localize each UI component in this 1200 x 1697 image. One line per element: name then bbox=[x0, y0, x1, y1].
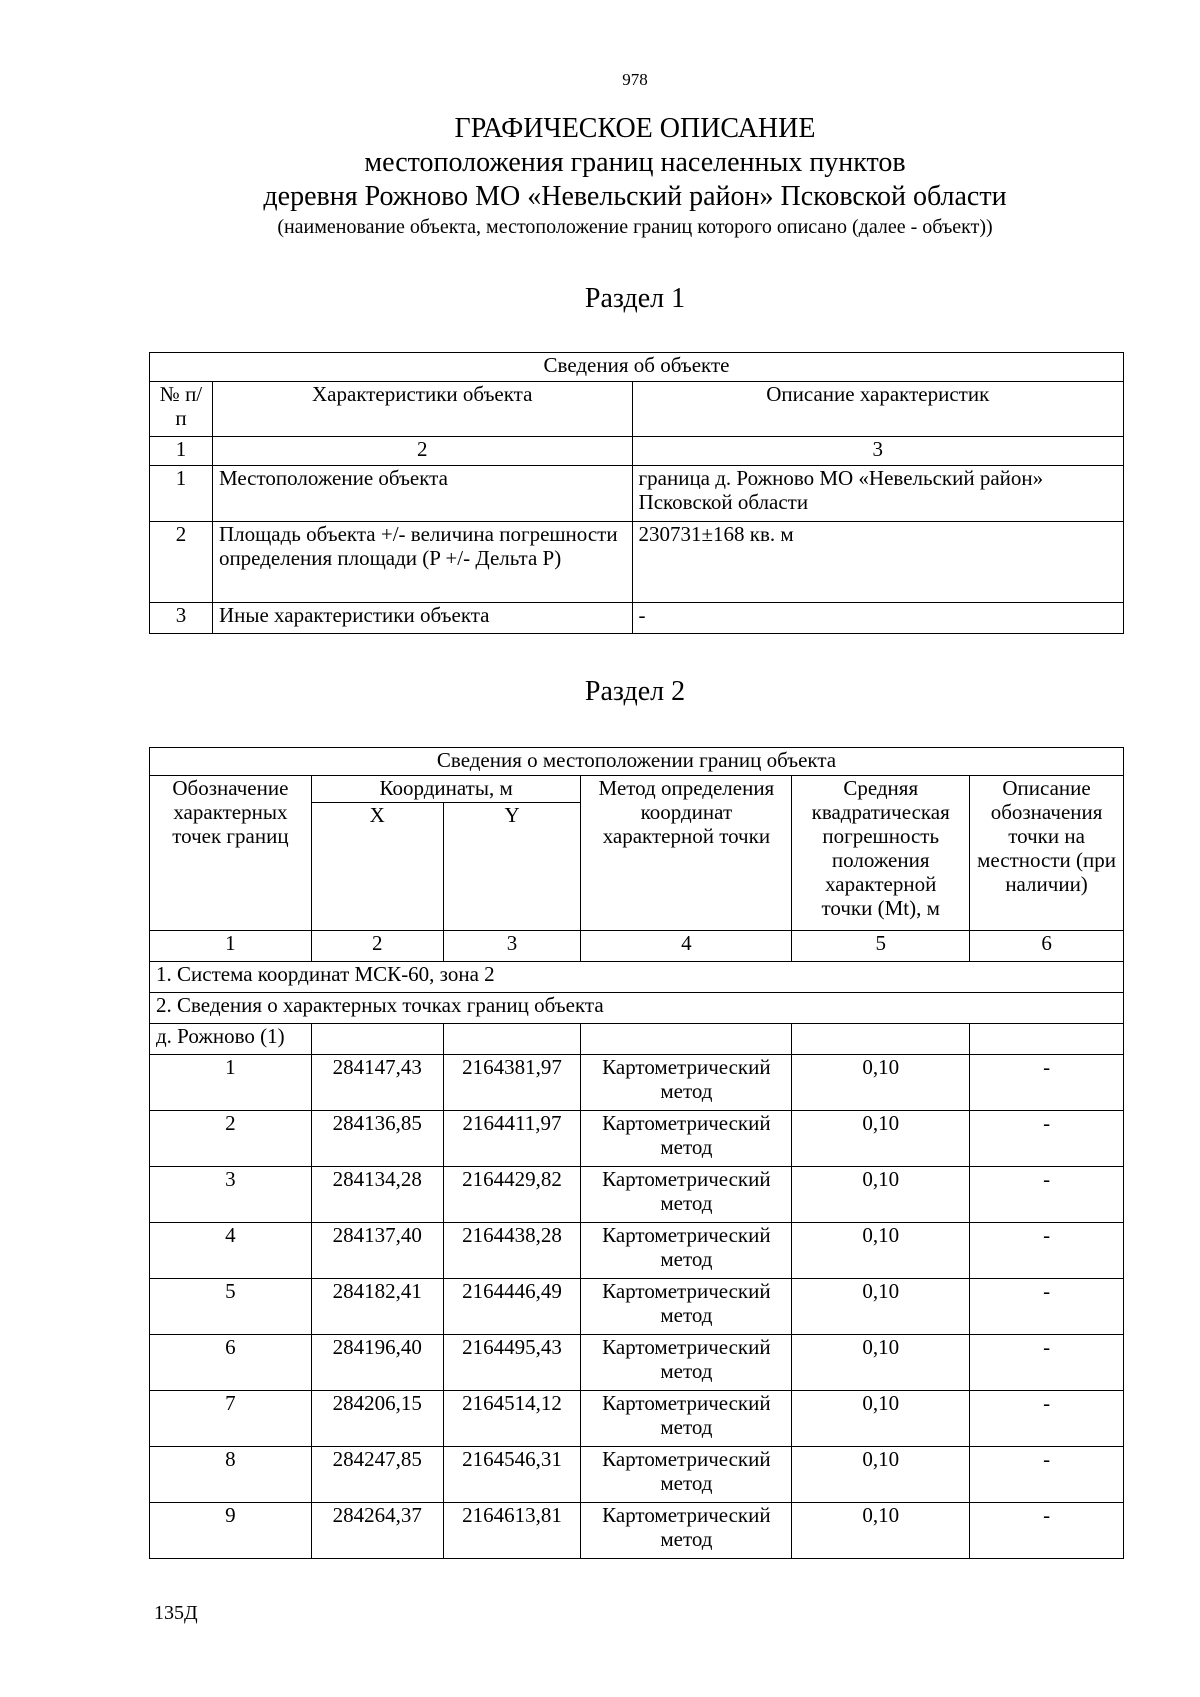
method: Картометрический метод bbox=[581, 1391, 792, 1447]
column-number: 4 bbox=[581, 931, 792, 962]
y-coordinate: 2164429,82 bbox=[443, 1167, 581, 1223]
point-number: 4 bbox=[150, 1223, 312, 1279]
header-method: Метод определения координат характерной точки bbox=[581, 776, 792, 931]
point-number: 2 bbox=[150, 1111, 312, 1167]
y-coordinate: 2164381,97 bbox=[443, 1055, 581, 1111]
title-line-2: местоположения границ населенных пунктов bbox=[364, 147, 906, 178]
header-coordinates: Координаты, м bbox=[311, 776, 581, 803]
page-number: 978 bbox=[622, 70, 648, 89]
column-number: 3 bbox=[443, 931, 581, 962]
coordinate-system-row: 1. Система координат МСК-60, зона 2 bbox=[150, 962, 1124, 993]
y-coordinate: 2164546,31 bbox=[443, 1447, 581, 1503]
y-coordinate: 2164411,97 bbox=[443, 1111, 581, 1167]
point-number: 5 bbox=[150, 1279, 312, 1335]
point-description: - bbox=[970, 1447, 1124, 1503]
table-row bbox=[150, 1335, 1124, 1391]
row-characteristic: Площадь объекта +/- величина погрешности определения площади (P +/- Дельта P) bbox=[212, 522, 632, 603]
mean-error: 0,10 bbox=[792, 1503, 970, 1559]
table-row bbox=[150, 603, 1124, 634]
y-coordinate: 2164613,81 bbox=[443, 1503, 581, 1559]
method: Картометрический метод bbox=[581, 1447, 792, 1503]
mean-error: 0,10 bbox=[792, 1167, 970, 1223]
title-line-1: ГРАФИЧЕСКОЕ ОПИСАНИЕ bbox=[454, 113, 816, 144]
mean-error: 0,10 bbox=[792, 1391, 970, 1447]
point-description: - bbox=[970, 1503, 1124, 1559]
x-coordinate: 284147,43 bbox=[311, 1055, 443, 1111]
y-coordinate: 2164495,43 bbox=[443, 1335, 581, 1391]
header-point-description: Описание обозначения точки на местности (при наличии) bbox=[970, 776, 1124, 931]
row-number: 3 bbox=[150, 603, 213, 634]
title-line-3: деревня Рожново МО «Невельский район» Псковской области bbox=[263, 181, 1007, 212]
method: Картометрический метод bbox=[581, 1055, 792, 1111]
footer-code: 135Д bbox=[154, 1602, 198, 1624]
point-description: - bbox=[970, 1335, 1124, 1391]
x-coordinate: 284196,40 bbox=[311, 1335, 443, 1391]
y-coordinate: 2164514,12 bbox=[443, 1391, 581, 1447]
header-number: № п/п bbox=[150, 382, 213, 437]
method: Картометрический метод bbox=[581, 1223, 792, 1279]
row-characteristic: Иные характеристики объекта bbox=[212, 603, 632, 634]
header-error: Средняя квадратическая погрешность положения характерной точки (Mt), м bbox=[792, 776, 970, 931]
x-coordinate: 284264,37 bbox=[311, 1503, 443, 1559]
table-row bbox=[150, 1055, 1124, 1111]
mean-error: 0,10 bbox=[792, 1111, 970, 1167]
point-number: 9 bbox=[150, 1503, 312, 1559]
point-description: - bbox=[970, 1055, 1124, 1111]
table-row bbox=[150, 1223, 1124, 1279]
point-number: 3 bbox=[150, 1167, 312, 1223]
row-characteristic: Местоположение объекта bbox=[212, 466, 632, 522]
x-coordinate: 284134,28 bbox=[311, 1167, 443, 1223]
mean-error: 0,10 bbox=[792, 1447, 970, 1503]
document-title bbox=[150, 112, 1120, 240]
table-title: Сведения об объекте bbox=[150, 353, 1124, 382]
row-description: - bbox=[632, 603, 1123, 634]
method: Картометрический метод bbox=[581, 1335, 792, 1391]
header-x: X bbox=[311, 803, 443, 931]
mean-error: 0,10 bbox=[792, 1279, 970, 1335]
point-description: - bbox=[970, 1167, 1124, 1223]
title-line-4: (наименование объекта, местоположение границ которого описано (далее - объект)) bbox=[277, 216, 993, 238]
point-number: 8 bbox=[150, 1447, 312, 1503]
row-description: 230731±168 кв. м bbox=[632, 522, 1123, 603]
y-coordinate: 2164438,28 bbox=[443, 1223, 581, 1279]
row-number: 2 bbox=[150, 522, 213, 603]
table-row bbox=[150, 522, 1124, 603]
point-number: 6 bbox=[150, 1335, 312, 1391]
point-description: - bbox=[970, 1111, 1124, 1167]
mean-error: 0,10 bbox=[792, 1223, 970, 1279]
method: Картометрический метод bbox=[581, 1111, 792, 1167]
y-coordinate: 2164446,49 bbox=[443, 1279, 581, 1335]
points-body bbox=[150, 1055, 1124, 1559]
point-description: - bbox=[970, 1391, 1124, 1447]
table-row bbox=[150, 1391, 1124, 1447]
table-row bbox=[150, 1167, 1124, 1223]
method: Картометрический метод bbox=[581, 1503, 792, 1559]
header-point: Обозначение характерных точек границ bbox=[150, 776, 312, 931]
row-description: граница д. Рожново МО «Невельский район» Псковской области bbox=[632, 466, 1123, 522]
x-coordinate: 284182,41 bbox=[311, 1279, 443, 1335]
point-description: - bbox=[970, 1223, 1124, 1279]
header-y: Y bbox=[443, 803, 581, 931]
column-number: 3 bbox=[632, 437, 1123, 466]
column-number: 1 bbox=[150, 931, 312, 962]
column-number: 2 bbox=[212, 437, 632, 466]
header-characteristics: Характеристики объекта bbox=[212, 382, 632, 437]
table-title: Сведения о местоположении границ объекта bbox=[150, 748, 1124, 776]
x-coordinate: 284137,40 bbox=[311, 1223, 443, 1279]
mean-error: 0,10 bbox=[792, 1055, 970, 1111]
x-coordinate: 284247,85 bbox=[311, 1447, 443, 1503]
column-number: 2 bbox=[311, 931, 443, 962]
section-1-heading: Раздел 1 bbox=[584, 283, 686, 314]
boundary-points-table bbox=[149, 747, 1124, 1559]
point-number: 1 bbox=[150, 1055, 312, 1111]
table-row bbox=[150, 466, 1124, 522]
column-number: 5 bbox=[792, 931, 970, 962]
method: Картометрический метод bbox=[581, 1279, 792, 1335]
x-coordinate: 284136,85 bbox=[311, 1111, 443, 1167]
points-info-row: 2. Сведения о характерных точках границ объекта bbox=[150, 993, 1124, 1024]
section-2-heading: Раздел 2 bbox=[584, 676, 686, 707]
x-coordinate: 284206,15 bbox=[311, 1391, 443, 1447]
group-label: д. Рожново (1) bbox=[150, 1024, 312, 1055]
mean-error: 0,10 bbox=[792, 1335, 970, 1391]
point-number: 7 bbox=[150, 1391, 312, 1447]
column-number: 6 bbox=[970, 931, 1124, 962]
header-description: Описание характеристик bbox=[632, 382, 1123, 437]
object-info-table bbox=[149, 352, 1124, 634]
method: Картометрический метод bbox=[581, 1167, 792, 1223]
column-number: 1 bbox=[150, 437, 213, 466]
table-row bbox=[150, 1447, 1124, 1503]
row-number: 1 bbox=[150, 466, 213, 522]
point-description: - bbox=[970, 1279, 1124, 1335]
table-row bbox=[150, 1503, 1124, 1559]
table-row bbox=[150, 1111, 1124, 1167]
table-row bbox=[150, 1279, 1124, 1335]
